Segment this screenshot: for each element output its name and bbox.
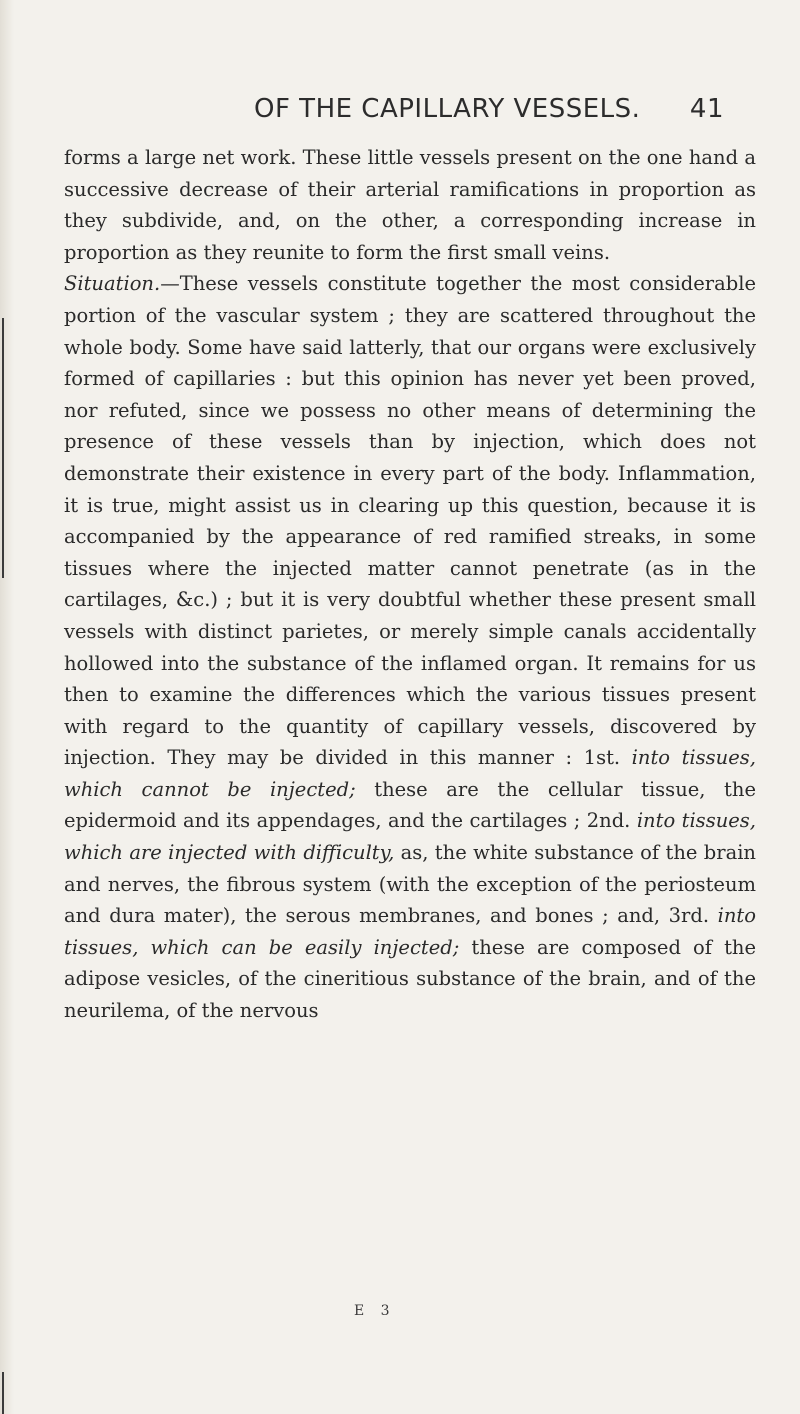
text-segment: these are composed of the adipose vesicles, of the cineritious substance of the brain, and of the neurilema, of the nervous bbox=[64, 935, 757, 1023]
binding-mark bbox=[2, 1372, 4, 1414]
text-segment: these are the cellular tissue, the epidermoid and its appendages, and the cartilages ; 2nd. bbox=[64, 777, 756, 833]
italic-text: into tissues, which cannot be injected; bbox=[64, 746, 756, 801]
text-segment: as, the white substance of the brain and nerves, the fibrous system (with the exception of the periosteum and dura mater), the serous membranes, and bones ; and, 3rd. bbox=[64, 841, 756, 928]
running-title: OF THE CAPILLARY VESSELS. bbox=[254, 94, 641, 124]
italic-text: into tissues, which are injected with difficulty, bbox=[64, 809, 757, 865]
paragraph bbox=[64, 268, 756, 1026]
binding-mark bbox=[2, 318, 4, 578]
page-number: 41 bbox=[689, 94, 724, 124]
text-segment: forms a large net work. These little vessels present on the one hand a successive decrease of their arterial ramifications in proportion as they subdivide, and, on the other, a corresponding increase in proportion as they reunite to form the first small veins. bbox=[64, 146, 756, 264]
page-gutter bbox=[0, 0, 14, 1414]
paragraph bbox=[64, 142, 756, 268]
body-text bbox=[64, 142, 756, 1027]
printer-signature: E 3 bbox=[354, 1303, 396, 1319]
running-header bbox=[254, 94, 724, 124]
italic-text: Situation. bbox=[64, 272, 161, 296]
italic-text: into tissues, which can be easily injected; bbox=[64, 904, 756, 959]
text-segment: —These vessels constitute together the most considerable portion of the vascular system ; they are scattered throughout the whole body. Some have said latterly, that our organs were exclusively formed of capillaries : but this opinion has never yet been proved, nor refuted, since we possess no other means of determining the presence of these vessels than by injection, which does not demonstrate their existence in every part of the body. Inflammation, it is true, might assist us in clearing up this question, because it is accompanied by the appearance of red ramified streaks, in some tissues where the injected matter cannot penetrate (as in the cartilages, &c.) ; but it is very doubtful whether these present small vessels with distinct parietes, or merely simple canals accidentally hollowed into the substance of the inflamed organ. It remains for us then to examine the differences which the various tissues present with regard to the quantity of capillary vessels, discovered by injection. They may be divided in this manner : 1st. bbox=[64, 272, 756, 770]
